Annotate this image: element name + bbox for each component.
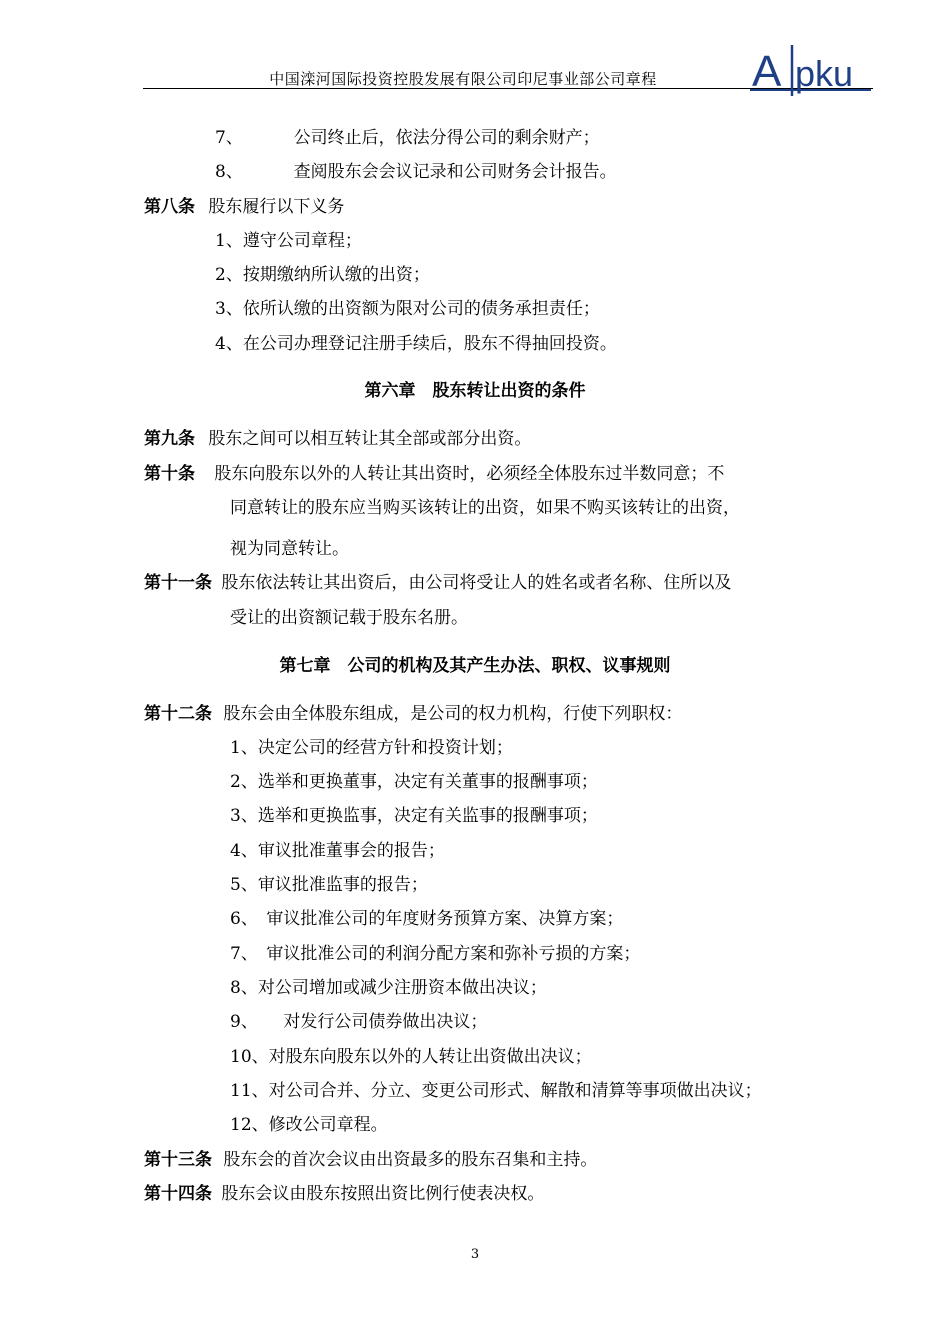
list-item: 9、 对发行公司债券做出决议；	[230, 1012, 488, 1032]
article-10-line: 同意转让的股东应当购买该转让的出资，如果不购买该转让的出资，	[230, 498, 740, 518]
list-item: 7、 审议批准公司的利润分配方案和弥补亏损的方案；	[230, 944, 641, 964]
article-label: 第十条	[144, 464, 195, 484]
list-item: 12、修改公司章程。	[230, 1115, 388, 1135]
list-item: 6、 审议批准公司的年度财务预算方案、决算方案；	[230, 909, 624, 929]
list-item: 1、遵守公司章程；	[215, 231, 362, 251]
page-header	[143, 40, 873, 96]
list-item: 4、审议批准董事会的报告；	[230, 841, 445, 861]
chapter-6-title: 第六章 股东转让出资的条件	[364, 381, 586, 401]
list-item: 4、在公司办理登记注册手续后，股东不得抽回投资。	[215, 334, 617, 354]
article-label: 第十三条	[144, 1150, 212, 1170]
article-14: 第十四条 股东会议由股东按照出资比例行使表决权。	[144, 1184, 545, 1204]
list-item: 8、 查阅股东会会议记录和公司财务会计报告。	[215, 162, 617, 182]
list-item: 1、决定公司的经营方针和投资计划；	[230, 738, 513, 758]
article-13: 第十三条 股东会的首次会议由出资最多的股东召集和主持。	[144, 1150, 598, 1170]
article-label: 第九条	[144, 429, 195, 449]
article-label: 第十二条	[144, 704, 212, 724]
article-9: 第九条 股东之间可以相互转让其全部或部分出资。	[144, 429, 532, 449]
list-item: 10、对股东向股东以外的人转让出资做出决议；	[230, 1047, 592, 1067]
list-item: 2、选举和更换董事，决定有关董事的报酬事项；	[230, 772, 598, 792]
list-item: 3、依所认缴的出资额为限对公司的债务承担责任；	[215, 299, 600, 319]
chapter-7-title: 第七章 公司的机构及其产生办法、职权、议事规则	[279, 656, 671, 676]
article-label: 第十一条	[144, 573, 212, 593]
article-11-line: 受让的出资额记载于股东名册。	[230, 608, 468, 628]
article-10: 第十条 股东向股东以外的人转让其出资时，必须经全体股东过半数同意；不	[144, 464, 725, 484]
company-logo	[748, 40, 873, 98]
list-item: 11、对公司合并、分立、变更公司形式、解散和清算等事项做出决议；	[230, 1081, 762, 1101]
list-item: 5、审议批准监事的报告；	[230, 875, 428, 895]
list-item: 8、对公司增加或减少注册资本做出决议；	[230, 978, 547, 998]
header-title: 中国滦河国际投资控股发展有限公司印尼事业部公司章程	[269, 70, 657, 88]
article-10-line: 视为同意转让。	[230, 539, 349, 559]
article-label: 第八条	[144, 197, 195, 217]
article-8: 第八条 股东履行以下义务	[144, 197, 345, 217]
page-number: 3	[470, 1247, 480, 1262]
svg-text:pku: pku	[795, 53, 854, 94]
list-item: 2、按期缴纳所认缴的出资；	[215, 265, 430, 285]
article-11: 第十一条 股东依法转让其出资后，由公司将受让人的姓名或者名称、住所以及	[144, 573, 732, 593]
article-label: 第十四条	[144, 1184, 212, 1204]
list-item: 3、选举和更换监事，决定有关监事的报酬事项；	[230, 806, 598, 826]
article-12: 第十二条 股东会由全体股东组成，是公司的权力机构，行使下列职权：	[144, 704, 683, 724]
svg-text:A: A	[752, 47, 782, 96]
list-item: 7、 公司终止后，依法分得公司的剩余财产；	[215, 128, 600, 148]
